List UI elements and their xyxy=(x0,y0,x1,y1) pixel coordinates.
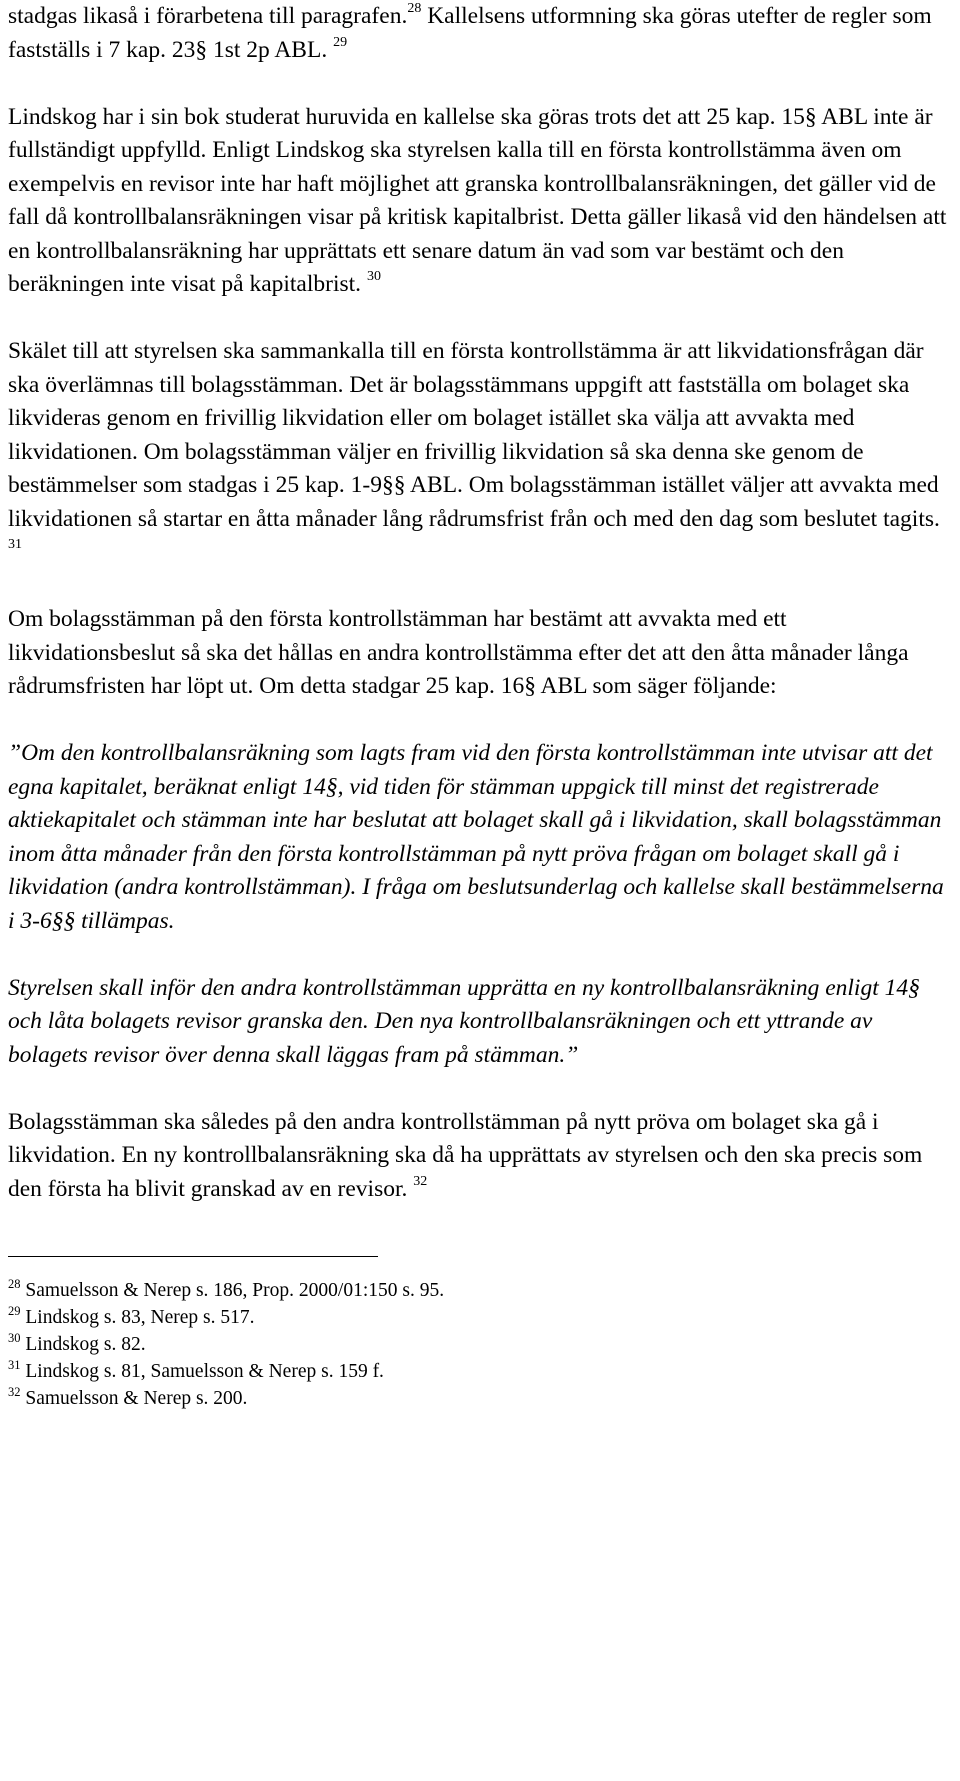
footnote-number: 30 xyxy=(8,1330,21,1345)
paragraph-conclusion xyxy=(8,1106,952,1207)
footnote-text: Samuelsson & Nerep s. 186, Prop. 2000/01:150 s. 95. xyxy=(20,1280,445,1301)
footnote xyxy=(8,1277,952,1304)
paragraph-text: Skälet till att styrelsen ska sammankalla till en första kontrollstämma är att likvidationsfrågan där ska överlämnas till bolagsstämman. Det är bolagsstämmans uppgift att fastställa om bolaget ska likvideras genom en frivillig likvidation eller om bolaget istället ska välja att avvakta med likvidationen. Om bolagsstämman väljer en frivillig likvidation så ska denna ske genom de bestämmelser som stadgas i 25 kap. 1-9§§ ABL. Om bolagsstämman istället väljer att avvakta med likvidationen så startar en åtta månader lång rådrumsfrist från och med den dag som beslutet tagits. xyxy=(8,338,940,532)
footnote-text: Lindskog s. 83, Nerep s. 517. xyxy=(20,1307,255,1328)
paragraph-text: Kallelsens utformning ska göras utefter de regler som fastställs i 7 kap. 23§ 1st 2p ABL. xyxy=(8,3,932,63)
footnote-number: 29 xyxy=(8,1303,21,1318)
footnote-number: 31 xyxy=(8,1357,21,1372)
footnote-text: Lindskog s. 81, Samuelsson & Nerep s. 159 f. xyxy=(20,1361,384,1382)
paragraph-notice-form xyxy=(8,0,952,67)
quote-text: Styrelsen skall inför den andra kontrollstämman upprätta en ny kontrollbalansräkning enligt 14§ och låta bolagets revisor granska den. Den nya kontrollbalansräkningen och ett yttrande av bolagets revisor över denna skall läggas fram på stämman.” xyxy=(8,974,920,1068)
footnote-text: Lindskog s. 82. xyxy=(20,1334,146,1355)
footnote xyxy=(8,1358,952,1385)
paragraph-text: stadgas likaså i förarbetena till paragrafen. xyxy=(8,3,408,29)
document-page xyxy=(8,0,952,1412)
footnote-ref: 28 xyxy=(407,1,422,17)
quote-paragraph-1 xyxy=(8,737,952,938)
quote-paragraph-2 xyxy=(8,972,952,1073)
footnote-divider xyxy=(8,1256,378,1257)
footnote xyxy=(8,1331,952,1358)
footnote-ref: 31 xyxy=(8,537,22,553)
paragraph-second-meeting xyxy=(8,603,952,704)
footnotes xyxy=(8,1277,952,1412)
footnote xyxy=(8,1385,952,1412)
paragraph-reason xyxy=(8,335,952,570)
footnote-text: Samuelsson & Nerep s. 200. xyxy=(20,1388,248,1409)
paragraph-lindskog xyxy=(8,101,952,302)
quote-text: ”Om den kontrollbalansräkning som lagts fram vid den första kontrollstämman inte utvisar att det egna kapitalet, beräknat enligt 14§, vid tiden för stämman uppgick till minst det registrerade aktiekapitalet och stämman inte har beslutat att bolaget skall gå i likvidation, skall bolagsstämman inom åtta månader från den första kontrollstämman på nytt pröva frågan om bolaget skall gå i likvidation (andra kontrollstämman). I fråga om beslutsunderlag och kallelse skall bestämmelserna i 3-6§§ tillämpas. xyxy=(8,740,944,934)
paragraph-text: Om bolagsstämman på den första kontrollstämman har bestämt att avvakta med ett likvidationsbeslut så ska det hållas en andra kontrollstämma efter det att den åtta månader långa rådrumsfristen har löpt ut. Om detta stadgar 25 kap. 16§ ABL som säger följande: xyxy=(8,606,909,699)
footnote-ref: 29 xyxy=(333,34,348,50)
footnote xyxy=(8,1304,952,1331)
footnote-number: 28 xyxy=(8,1276,21,1291)
footnote-number: 32 xyxy=(8,1384,21,1399)
footnote-ref: 32 xyxy=(413,1173,428,1189)
paragraph-text: Lindskog har i sin bok studerat huruvida en kallelse ska göras trots det att 25 kap. 15§ ABL inte är fullständigt uppfylld. Enligt Lindskog ska styrelsen kalla till en första kontrollstämma även om exempelvis en revisor inte har haft möjlighet att granska kontrollbalansräkningen, det gäller vid de fall då kontrollbalansräkningen visar på kritisk kapitalbrist. Detta gäller likaså vid den händelsen att en kontrollbalansräkning har upprättats ett senare datum än vad som var bestämt och den beräkningen inte visat på kapitalbrist. xyxy=(8,103,947,297)
paragraph-text: Bolagsstämman ska således på den andra kontrollstämman på nytt pröva om bolaget ska gå i likvidation. En ny kontrollbalansräkning ska då ha upprättats av styrelsen och den ska precis som den första ha blivit granskad av en revisor. xyxy=(8,1108,923,1202)
footnote-ref: 30 xyxy=(366,269,381,285)
